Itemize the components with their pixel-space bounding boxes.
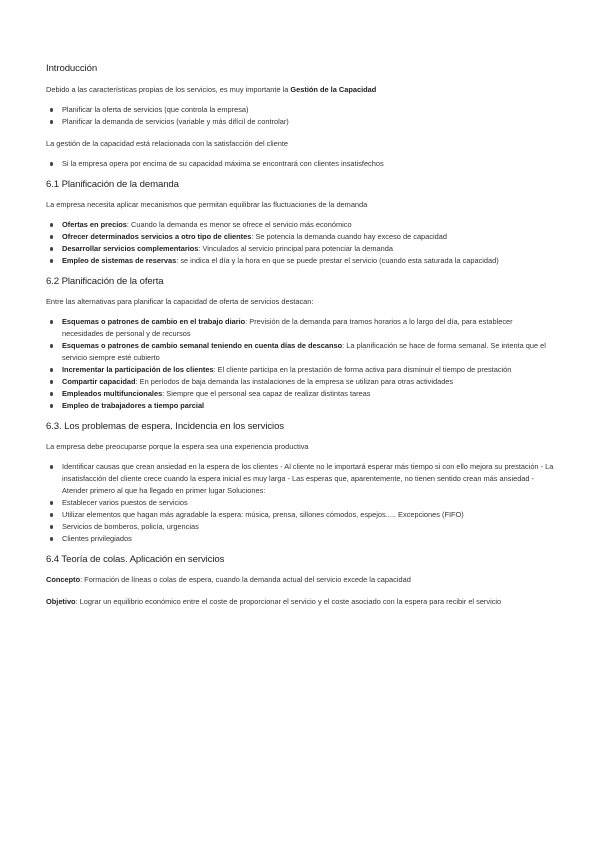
s61-list: [46, 219, 556, 267]
objective-paragraph: Objetivo: Lograr un equilibrio económico entre el coste de proporcionar el servicio y el coste asociado con la espera para recibir el servicio: [46, 597, 502, 606]
intro-bold: Gestión de la Capacidad: [290, 85, 377, 94]
list-item: Esquemas o patrones de cambio en el trabajo diario: Previsión de la demanda para tramos horarios a lo largo del día, para establecer necesidades de personal y de recursos: [62, 316, 556, 340]
list-item: Planificar la oferta de servicios (que controla la empresa): [62, 104, 556, 116]
list-item: Incrementar la participación de los clientes: El cliente participa en la prestación de forma activa para disminuir el tiempo de prestación: [62, 364, 556, 376]
list-item: Si la empresa opera por encima de su capacidad máxima se encontrará con clientes insatisfechos: [62, 158, 556, 170]
list-item: Esquemas o patrones de cambio semanal teniendo en cuenta días de descanso: La planificación se hace de forma semanal. Se intenta que el servicio siempre esté cubierto: [62, 340, 556, 364]
heading-6-1: 6.1 Planificación de la demanda: [46, 179, 179, 190]
list-item: Planificar la demanda de servicios (variable y más difícil de controlar): [62, 116, 556, 128]
list-item: Utilizar elementos que hagan más agradable la espera: música, prensa, sillones cómodos, espejos..... Excepciones (FIFO): [62, 509, 556, 521]
list-item: Empleados multifuncionales: Siempre que el personal sea capaz de realizar distintas tareas: [62, 388, 556, 400]
concept-paragraph: Concepto: Formación de líneas o colas de espera, cuando la demanda actual del servicio excede la capacidad: [46, 575, 411, 584]
intro-paragraph: [46, 84, 556, 96]
list-item: Clientes privilegiados: [62, 533, 556, 545]
list-item: Establecer varios puestos de servicios: [62, 497, 556, 509]
list-item: Empleo de sistemas de reservas: se indica el día y la hora en que se puede prestar el servicio (cuando esta saturada la capacidad): [62, 255, 556, 267]
intro-list: [46, 104, 556, 128]
intro-list-2: [46, 158, 556, 170]
list-item: Ofrecer determinados servicios a otro tipo de clientes: Se potencia la demanda cuando hay exceso de capacidad: [62, 231, 556, 243]
s61-paragraph: La empresa necesita aplicar mecanismos que permitan equilibrar las fluctuaciones de la demanda: [46, 200, 368, 209]
heading-6-3: 6.3. Los problemas de espera. Incidencia en los servicios: [46, 421, 285, 432]
list-item: Empleo de trabajadores a tiempo parcial: [62, 400, 556, 412]
s62-list: [46, 316, 556, 412]
heading-6-2: 6.2 Planificación de la oferta: [46, 276, 164, 287]
s63-paragraph: La empresa debe preocuparse porque la espera sea una experiencia productiva: [46, 442, 309, 451]
s63-list: [46, 461, 556, 545]
list-item: Ofertas en precios: Cuando la demanda es menor se ofrece el servicio más económico: [62, 219, 556, 231]
intro-paragraph-2: La gestión de la capacidad está relacionada con la satisfacción del cliente: [46, 139, 288, 148]
list-item: Compartir capacidad: En períodos de baja demanda las instalaciones de la empresa se utilizan para otras actividades: [62, 376, 556, 388]
heading-6-4: 6.4 Teoría de colas. Aplicación en servicios: [46, 554, 225, 565]
list-item: Desarrollar servicios complementarios: Vinculados al servicio principal para potenciar la demanda: [62, 243, 556, 255]
s62-paragraph: Entre las alternativas para planificar la capacidad de oferta de servicios destacan:: [46, 297, 314, 306]
list-item: Identificar causas que crean ansiedad en la espera de los clientes - Al cliente no le importará esperar más tiempo si con ello mejora su prestación - La insatisfacción del cliente crece cuando la espera inicial es muy larga - Las esperas que, aparentemente, no tienen sentido crean más ansiedad - Atender primero al que ha llegado en primer lugar Soluciones:: [62, 461, 556, 497]
intro-text: Debido a las características propias de los servicios, es muy importante la: [46, 85, 291, 94]
list-item: Servicios de bomberos, policía, urgencias: [62, 521, 556, 533]
heading-introduccion: Introducción: [46, 63, 98, 74]
